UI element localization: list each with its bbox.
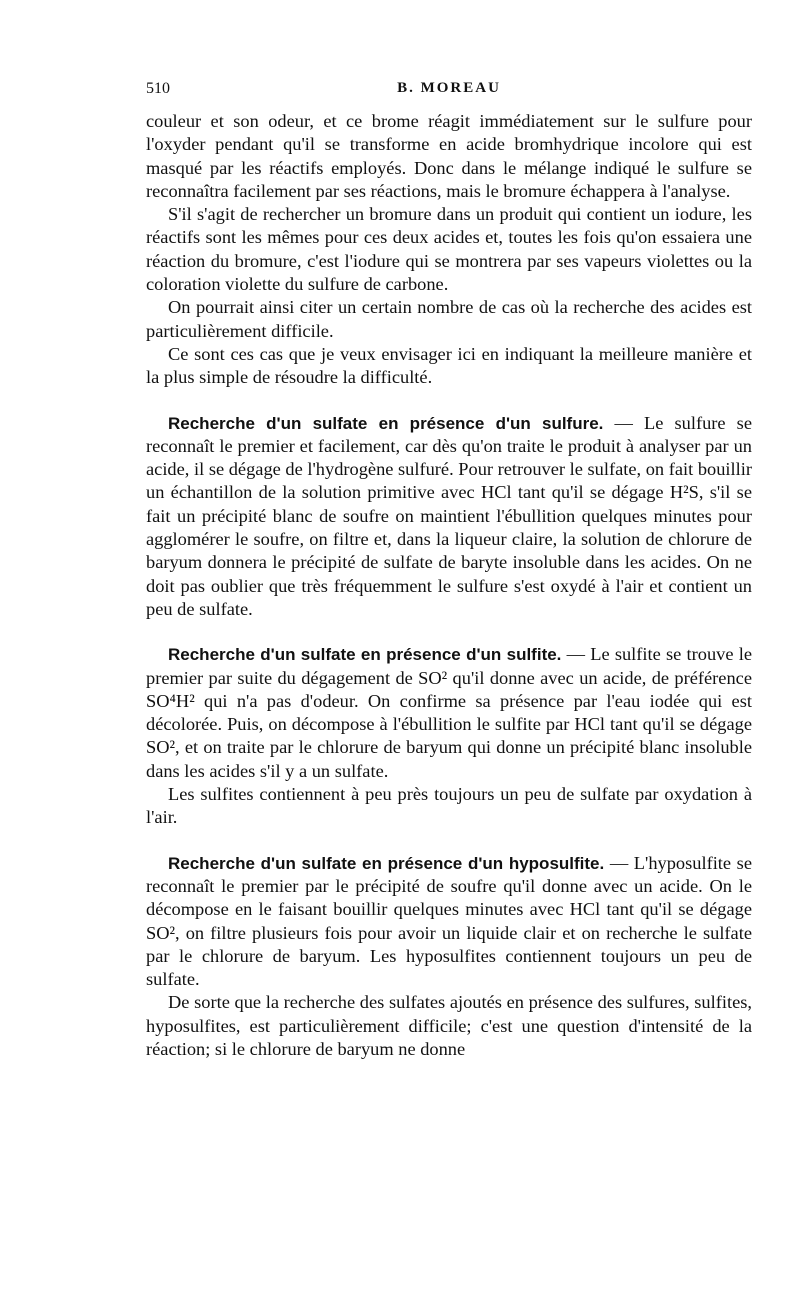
- paragraph: S'il s'agit de rechercher un bromure dans un produit qui contient un iodure, les réactifs sont les mêmes pour ces deux acides et, toutes les fois qu'on essaiera une réaction du bromure, c'est l'iodure qui se montrera par ses vapeurs violettes ou la coloration violette du sulfure de carbone.: [146, 204, 752, 295]
- section-text: — Le sulfure se reconnaît le premier et facilement, car dès qu'on traite le produit à analyser par un acide, il se dégage de l'hydrogène sulfuré. Pour retrouver le sulfate, on fait bouillir un échantillon de la solution primitive avec HCl tant qu'il se dégage H²S, s'il se fait un précipité blanc de soufre on maintient l'ébullition quelques minutes pour agglomérer le soufre, on filtre et, dans la liqueur claire, la solution de chlorure de baryum donnera le précipité de sulfate de baryte insoluble dans les acides. On ne doit pas oublier que très fréquemment le sulfure s'est oxydé à l'air et contient un peu de sulfate.: [146, 412, 752, 619]
- body-text: [146, 110, 752, 1061]
- section-heading: Recherche d'un sulfate en présence d'un hyposulfite.: [168, 853, 605, 873]
- paragraph: Les sulfites contiennent à peu près toujours un peu de sulfate par oxydation à l'air.: [146, 784, 752, 828]
- paragraph: Ce sont ces cas que je veux envisager ici en indiquant la meilleure manière et la plus simple de résoudre la difficulté.: [146, 343, 752, 388]
- section-sulfure: [146, 412, 752, 622]
- section-sulfite: [146, 643, 752, 783]
- section-hyposulfite: [146, 852, 752, 992]
- section-text: — L'hyposulfite se reconnaît le premier par le précipité de soufre qu'il donne avec un acide. On le décompose en le faisant bouillir quelques minutes avec HCl tant qu'il se dégage SO², on filtre plusieurs fois pour avoir un liquide clair et on recherche le sulfate par le chlorure de baryum. Les hyposulfites contiennent toujours un peu de sulfate.: [146, 852, 752, 990]
- paragraph: De sorte que la recherche des sulfates ajoutés en présence des sulfures, sulfites, hyposulfites, est particulièrement difficile; c'est une question d'intensité de la réaction; si le chlorure de baryum ne donne: [146, 992, 752, 1059]
- running-header: [146, 80, 752, 104]
- running-head-author: B. MOREAU: [397, 80, 501, 96]
- section-text: — Le sulfite se trouve le premier par suite du dégagement de SO² qu'il donne avec un acide, de préférence SO⁴H² qui n'a pas d'odeur. On confirme sa présence par l'eau iodée qui est décolorée. Puis, on décompose à l'ébullition le sulfite par HCl tant qu'il se dégage SO², et on traite par le chlorure de baryum qui donne un précipité blanc insoluble dans les acides s'il y a un sulfate.: [146, 644, 752, 781]
- page-number: 510: [146, 80, 170, 97]
- paragraph: couleur et son odeur, et ce brome réagit immédiatement sur le sulfure pour l'oxyder pendant qu'il se transforme en acide bromhydrique incolore qui est masqué par les réactifs employés. Donc dans le mélange indiqué le sulfure se reconnaîtra facilement par ses réactions, mais le bromure échappera à l'analyse.: [146, 111, 752, 201]
- section-heading: Recherche d'un sulfate en présence d'un sulfite.: [168, 645, 562, 665]
- section-heading: Recherche d'un sulfate en présence d'un sulfure.: [168, 413, 604, 433]
- paragraph: On pourrait ainsi citer un certain nombre de cas où la recherche des acides est particulièrement difficile.: [146, 297, 752, 341]
